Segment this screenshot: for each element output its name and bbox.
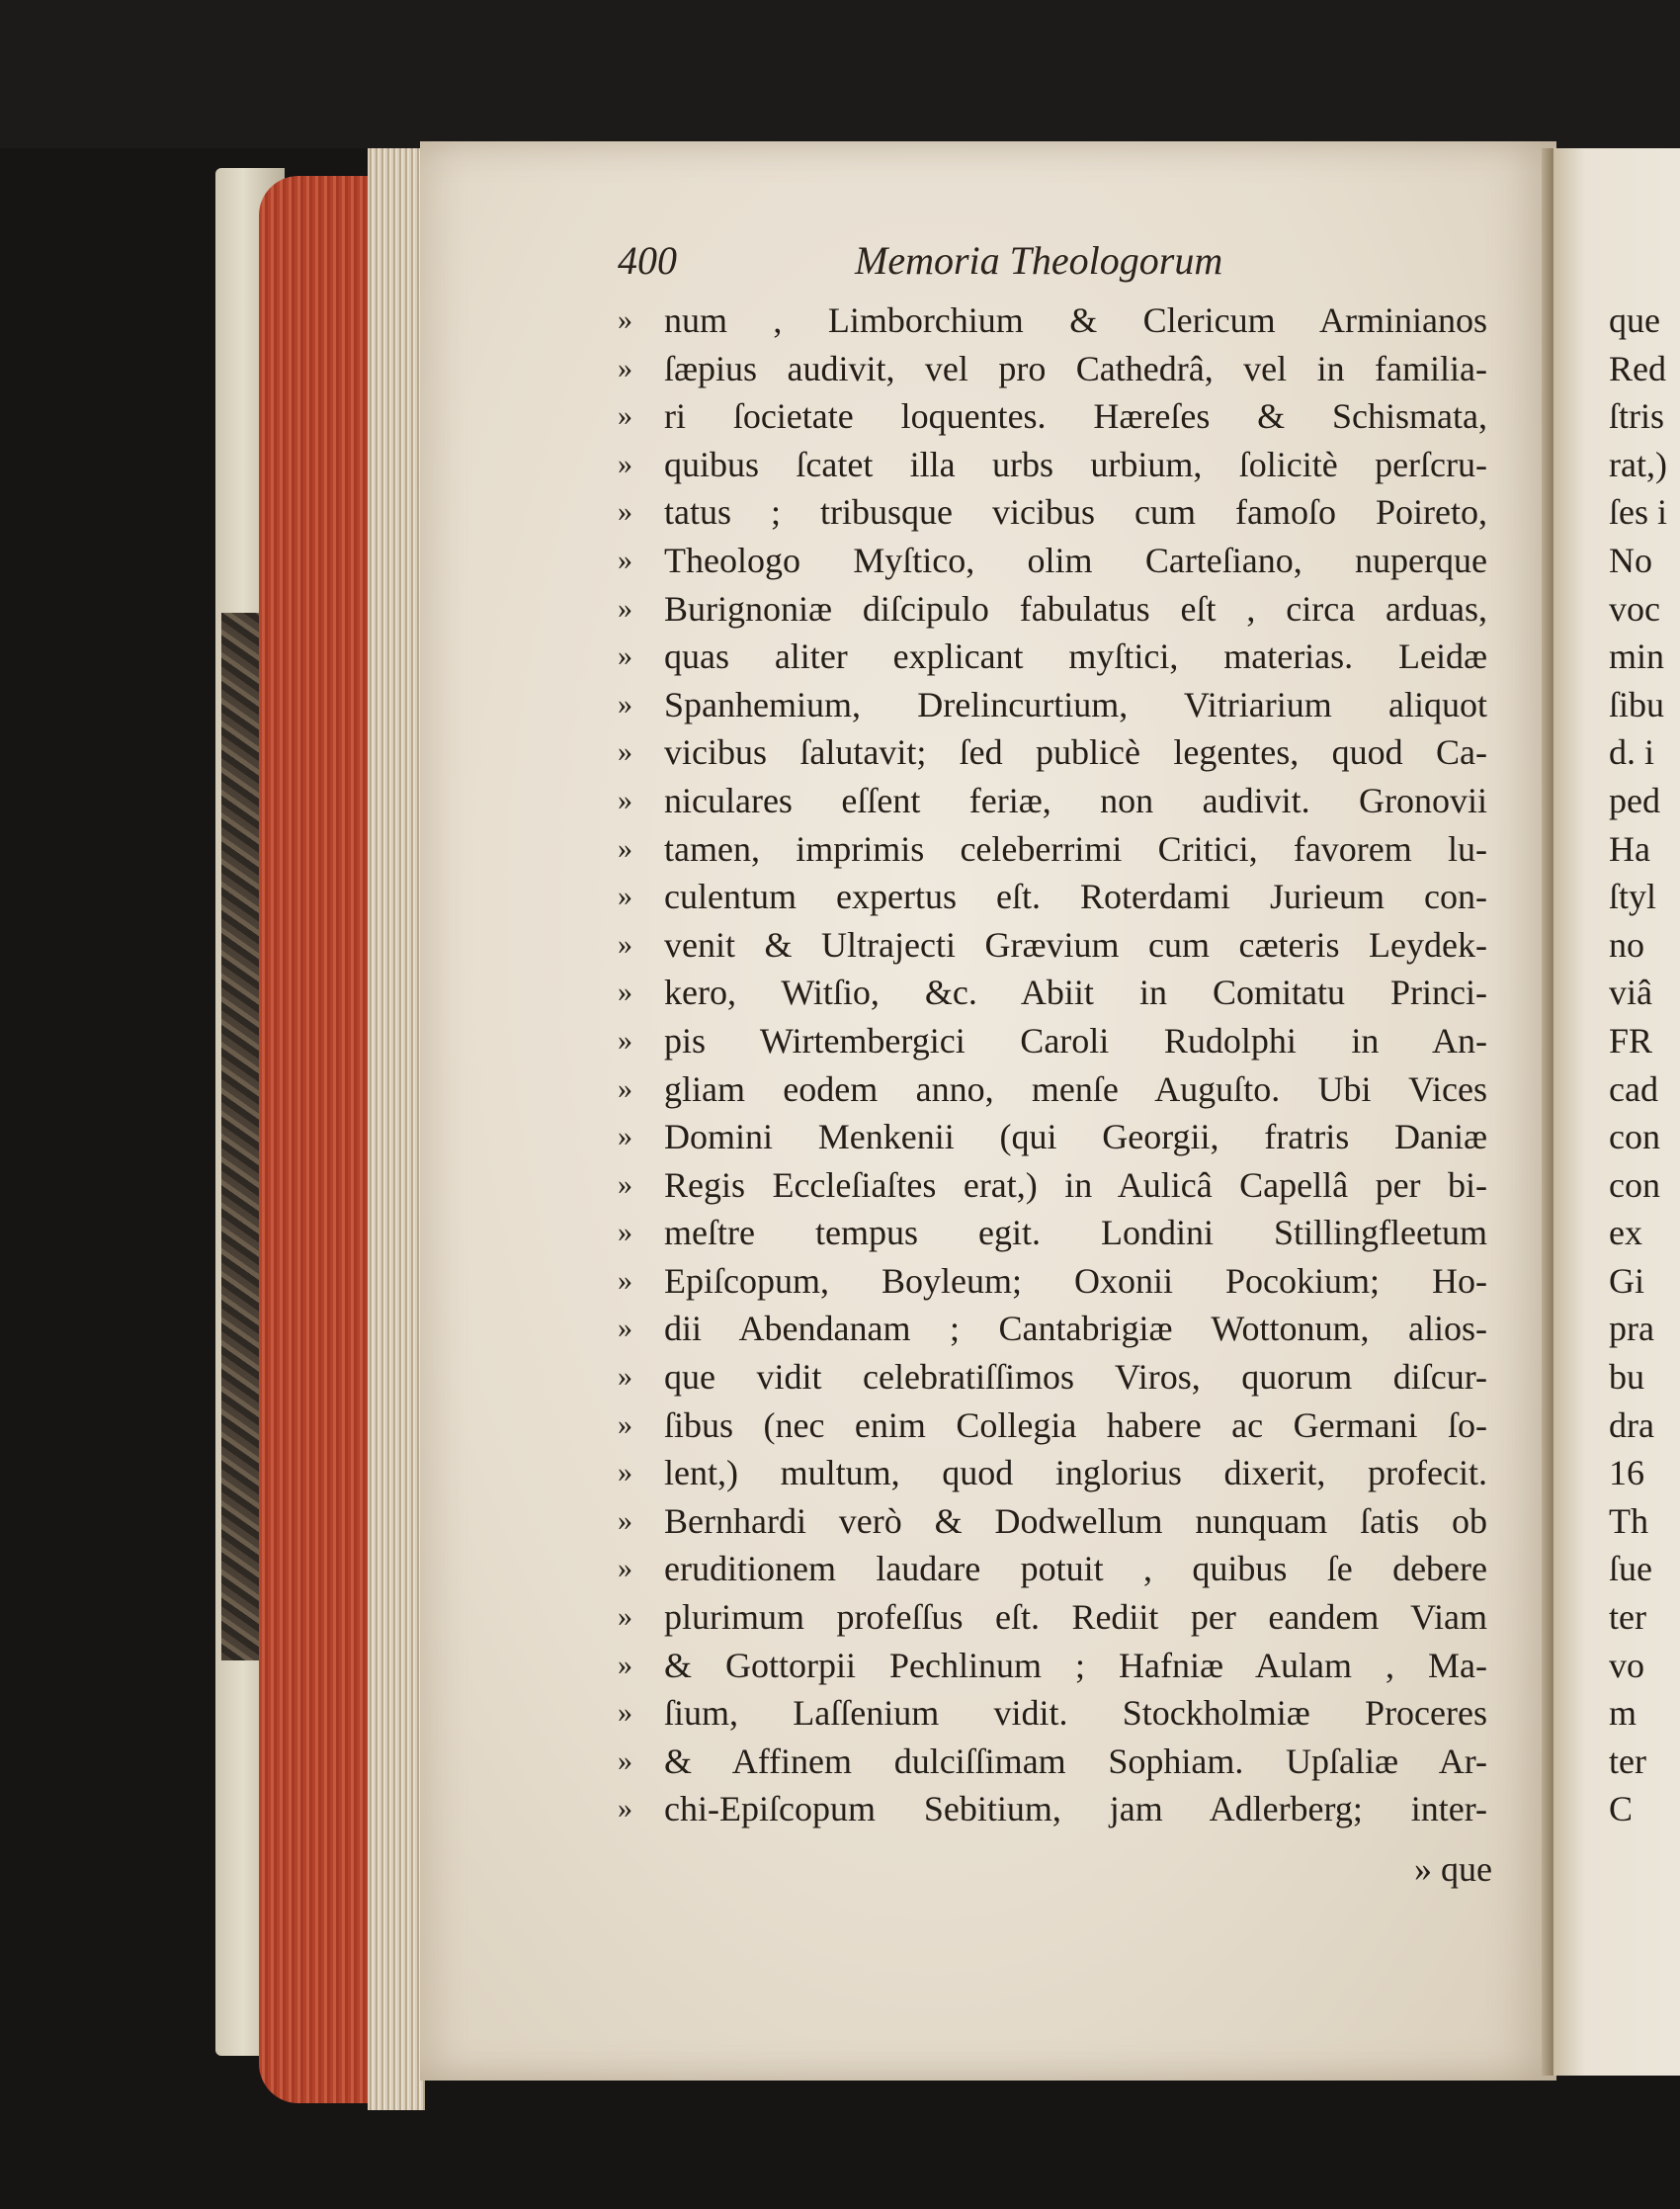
catchword: » que (1414, 1849, 1492, 1889)
quote-mark: » (618, 1360, 632, 1394)
line-text: Domini Menkenii (qui Georgii, fratris Daniæ (664, 1117, 1487, 1157)
line-text: Burignoniæ diſcipulo fabulatus eſt , circa arduas, (664, 588, 1487, 629)
quote-mark: » (618, 1312, 632, 1345)
text-line (618, 1113, 1487, 1161)
line-text: dii Abendanam ; Cantabrigiæ Wottonum, alios- (664, 1309, 1487, 1349)
text-line (618, 1209, 1487, 1257)
line-text: chi-Epiſcopum Sebitium, jam Adlerberg; inter- (664, 1789, 1487, 1829)
quote-mark: » (618, 976, 632, 1009)
line-text: venit & Ultrajecti Grævium cum cæteris Leydek- (664, 924, 1487, 965)
quote-mark: » (618, 1792, 632, 1826)
line-text: & Affinem dulciſſimam Sophiam. Upſaliæ Ar- (664, 1741, 1487, 1781)
line-text: Epiſcopum, Boyleum; Oxonii Pocokium; Ho- (664, 1260, 1487, 1301)
line-text: & Gottorpii Pechlinum ; Hafniæ Aulam , Ma- (664, 1645, 1487, 1685)
text-line (618, 1161, 1487, 1210)
line-text: que vidit celebratiſſimos Viros, quorum diſcur- (664, 1357, 1487, 1398)
text-line (618, 345, 1487, 393)
right-page-line-fragment: ſes i (1609, 492, 1667, 533)
right-page-line-fragment: Gi (1609, 1260, 1644, 1301)
quote-mark: » (618, 591, 632, 625)
page-header (618, 237, 1487, 297)
text-line (618, 1545, 1487, 1593)
quote-mark: » (618, 495, 632, 529)
text-line (618, 297, 1487, 345)
quote-mark: » (618, 1407, 632, 1441)
right-page-line-fragment: ped (1609, 780, 1660, 820)
text-line (618, 1017, 1487, 1065)
text-line (618, 969, 1487, 1017)
quote-mark: » (618, 1743, 632, 1777)
quote-mark: » (618, 639, 632, 673)
line-text: Theologo Myſtico, olim Carteſiano, nuperque (664, 540, 1487, 580)
right-page-line-fragment: pra (1609, 1309, 1654, 1349)
line-text: lent,) multum, quod inglorius dixerit, profecit. (664, 1453, 1487, 1493)
line-text: ſæpius audivit, vel pro Cathedrâ, vel in familia- (664, 348, 1487, 388)
right-page-line-fragment: rat,) (1609, 444, 1667, 484)
right-page-line-fragment: con (1609, 1164, 1660, 1205)
page-stack (368, 148, 425, 2110)
line-text: Regis Eccleſiaſtes erat,) in Aulicâ Capellâ per bi- (664, 1164, 1487, 1205)
right-page-line-fragment: ſtris (1609, 396, 1665, 437)
quote-mark: » (618, 735, 632, 769)
right-page-line-fragment: Red (1609, 348, 1666, 388)
right-page-line-fragment: m (1609, 1693, 1638, 1734)
quote-mark: » (618, 399, 632, 433)
quote-mark: » (618, 447, 632, 480)
text-line (618, 537, 1487, 585)
line-text: Spanhemium, Drelincurtium, Vitriarium aliquot (664, 684, 1487, 724)
text-line (618, 1785, 1487, 1833)
quote-mark: » (618, 831, 632, 865)
line-text: pis Wirtembergici Caroli Rudolphi in An- (664, 1020, 1487, 1061)
text-line (618, 1593, 1487, 1642)
text-line (618, 1402, 1487, 1450)
line-text: plurimum profeſſus eſt. Rediit per eandem Viam (664, 1597, 1487, 1638)
quote-mark: » (618, 927, 632, 961)
text-line (618, 1642, 1487, 1690)
quote-mark: » (618, 1120, 632, 1153)
quote-mark: » (618, 1696, 632, 1730)
line-text: vicibus ſalutavit; ſed publicè legentes, quod Ca- (664, 732, 1487, 773)
quote-mark: » (618, 783, 632, 816)
quote-mark: » (618, 1600, 632, 1634)
right-page-line-fragment: d. i (1609, 732, 1655, 773)
quote-mark: » (618, 1167, 632, 1201)
right-page-line-fragment: cad (1609, 1068, 1658, 1109)
text-line (618, 1449, 1487, 1497)
right-page-line-fragment: bu (1609, 1357, 1644, 1398)
background (0, 0, 1680, 148)
right-page-line-fragment: ex (1609, 1213, 1642, 1253)
right-page-line-fragment: Th (1609, 1500, 1648, 1541)
text-line (618, 1497, 1487, 1546)
text-line (618, 633, 1487, 681)
line-text: culentum expertus eſt. Roterdami Jurieum con- (664, 877, 1487, 917)
line-text: gliam eodem anno, menſe Auguſto. Ubi Vices (664, 1068, 1487, 1109)
text-line (618, 825, 1487, 874)
quote-mark: » (618, 351, 632, 384)
quote-mark: » (618, 303, 632, 336)
line-text: num , Limborchium & Clericum Arminianos (664, 300, 1487, 340)
quote-mark: » (618, 1263, 632, 1297)
text-line (618, 1305, 1487, 1353)
right-page-line-fragment: voc (1609, 588, 1660, 629)
text-line (618, 1353, 1487, 1402)
quote-mark: » (618, 1071, 632, 1105)
right-page-line-fragment: vo (1609, 1645, 1644, 1685)
text-line (618, 873, 1487, 921)
text-line (618, 488, 1487, 537)
line-text: ſium, Laſſenium vidit. Stockholmiæ Proceres (664, 1693, 1487, 1734)
quote-mark: » (618, 880, 632, 913)
right-page-line-fragment: ſtyl (1609, 877, 1657, 917)
quote-mark: » (618, 543, 632, 576)
quote-mark: » (618, 687, 632, 721)
line-text: quas aliter explicant myſtici, materias. Leidæ (664, 637, 1487, 677)
line-text: Bernhardi verò & Dodwellum nunquam ſatis ob (664, 1500, 1487, 1541)
right-page-line-fragment: no (1609, 924, 1644, 965)
right-page-line-fragment: ſibu (1609, 684, 1665, 724)
quote-mark: » (618, 1456, 632, 1489)
text-line (618, 1065, 1487, 1114)
right-page-line-fragment: con (1609, 1117, 1660, 1157)
text-block (618, 297, 1487, 1833)
right-page-line-fragment: ter (1609, 1741, 1646, 1781)
text-line (618, 441, 1487, 489)
right-page-line-fragment: que (1609, 300, 1660, 340)
quote-mark: » (618, 1023, 632, 1057)
right-page-line-fragment: min (1609, 637, 1665, 677)
line-text: kero, Witſio, &c. Abiit in Comitatu Princi- (664, 973, 1487, 1013)
page-number: 400 (618, 238, 677, 283)
text-line (618, 1689, 1487, 1738)
line-text: ſibus (nec enim Collegia habere ac Germani ſo- (664, 1404, 1487, 1445)
quote-mark: » (618, 1648, 632, 1681)
text-line (618, 921, 1487, 970)
line-text: ri ſocietate loquentes. Hæreſes & Schismata, (664, 396, 1487, 437)
running-head: Memoria Theologorum (855, 238, 1223, 283)
right-page-line-fragment: dra (1609, 1404, 1654, 1445)
quote-mark: » (618, 1503, 632, 1537)
right-page-line-fragment: C (1609, 1789, 1634, 1829)
text-line (618, 585, 1487, 634)
line-text: tatus ; tribusque vicibus cum famoſo Poireto, (664, 492, 1487, 533)
right-page-text (1609, 297, 1680, 1833)
quote-mark: » (618, 1216, 632, 1249)
text-line (618, 1257, 1487, 1306)
text-line (618, 728, 1487, 777)
line-text: tamen, imprimis celeberrimi Critici, favorem lu- (664, 828, 1487, 869)
line-text: niculares eſſent feriæ, non audivit. Gronovii (664, 780, 1487, 820)
right-page-line-fragment: 16 (1609, 1453, 1644, 1493)
right-page-line-fragment: No (1609, 540, 1652, 580)
line-text: quibus ſcatet illa urbs urbium, ſolicitè perſcru- (664, 444, 1487, 484)
line-text: eruditionem laudare potuit , quibus ſe debere (664, 1549, 1487, 1589)
right-page-line-fragment: ter (1609, 1597, 1646, 1638)
right-page-line-fragment: viâ (1609, 973, 1652, 1013)
right-page-line-fragment: ſue (1609, 1549, 1652, 1589)
line-text: meſtre tempus egit. Londini Stillingfleetum (664, 1213, 1487, 1253)
text-line (618, 1738, 1487, 1786)
quote-mark: » (618, 1552, 632, 1585)
text-line (618, 681, 1487, 729)
right-page-line-fragment: FR (1609, 1020, 1653, 1061)
text-line (618, 392, 1487, 441)
right-page-line-fragment: Ha (1609, 828, 1650, 869)
text-line (618, 777, 1487, 825)
